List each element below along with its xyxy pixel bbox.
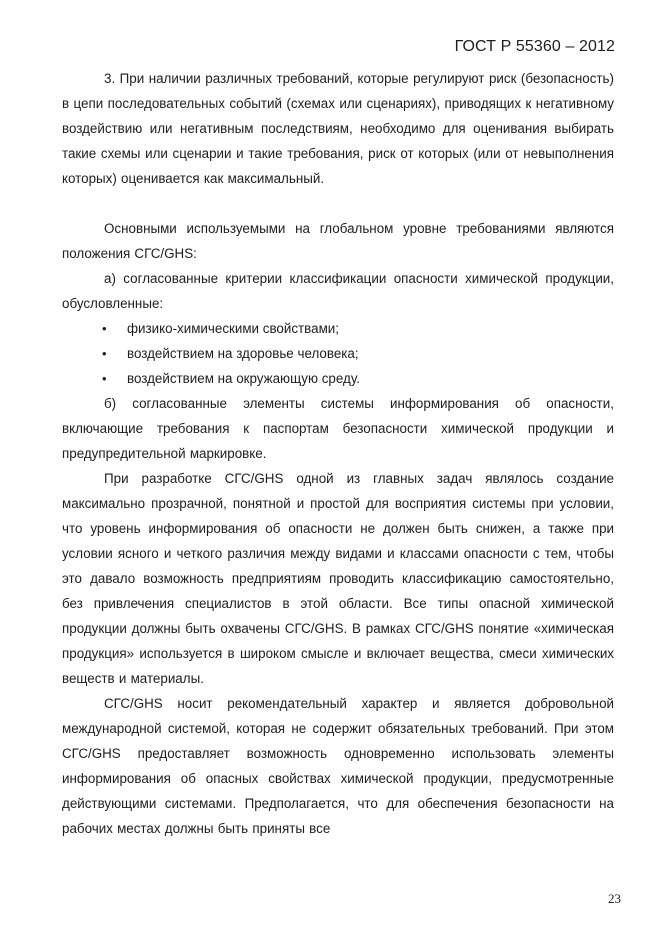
paragraph-ghs-requirements: Основными используемыми на глобальном уровне требованиями являются положения СГС/GHS: <box>62 221 614 261</box>
document-code-header: ГОСТ Р 55360 – 2012 <box>454 38 615 55</box>
paragraph-item-b: б) согласованные элементы системы информирования об опасности, включающие требования к паспортам безопасности химической продукции и предупредительной маркировке. <box>62 396 614 461</box>
list-item <box>62 316 614 341</box>
paragraph-ghs-voluntary: СГС/GHS носит рекомендательный характер и является добровольной международной системой, которая не содержит обязательных требований. При этом СГС/GHS предоставляет возможность одновременно использовать элементы информирования об опасных свойствах химической продукции, предусмотренные действующими системами. Предполагается, что для обеспечения безопасности на рабочих местах должны быть приняты все <box>62 696 614 836</box>
list-item-text: воздействием на здоровье человека; <box>127 346 359 361</box>
document-body <box>62 66 614 841</box>
paragraph-risk-scenarios: 3. При наличии различных требований, которые регулируют риск (безопасность) в цепи последовательных событий (схемах или сценариях), приводящих к негативному воздействию или негативным последствиям, необходимо для оценивания выбирать такие схемы или сценарии и такие требования, риск от которых (или от невыполнения которых) оценивается как максимальный. <box>62 71 614 186</box>
page-number: 23 <box>608 891 621 906</box>
list-item-text: воздействием на окружающую среду. <box>127 371 360 386</box>
hazard-criteria-list <box>62 316 614 391</box>
bullet-marker: • <box>102 346 107 361</box>
paragraph-item-a: а) согласованные критерии классификации опасности химической продукции, обусловленные: <box>62 271 614 311</box>
bullet-marker: • <box>102 371 107 386</box>
paragraph-gap <box>62 191 614 216</box>
list-item <box>62 341 614 366</box>
paragraph-ghs-development: При разработке СГС/GHS одной из главных задач являлось создание максимально прозрачной, понятной и простой для восприятия системы при условии, что уровень информирования об опасности не должен быть снижен, а также при условии ясного и четкого различия между видами и классами опасности с тем, чтобы это давало возможность предприятиям проводить классификацию самостоятельно, без привлечения специалистов в этой области. Все типы опасной химической продукции должны быть охвачены СГС/GHS. В рамках СГС/GHS понятие «химическая продукция» используется в широком смысле и включает вещества, смеси химических веществ и материалы. <box>62 471 614 686</box>
list-item <box>62 366 614 391</box>
bullet-marker: • <box>102 321 107 336</box>
list-item-text: физико-химическими свойствами; <box>127 321 339 336</box>
